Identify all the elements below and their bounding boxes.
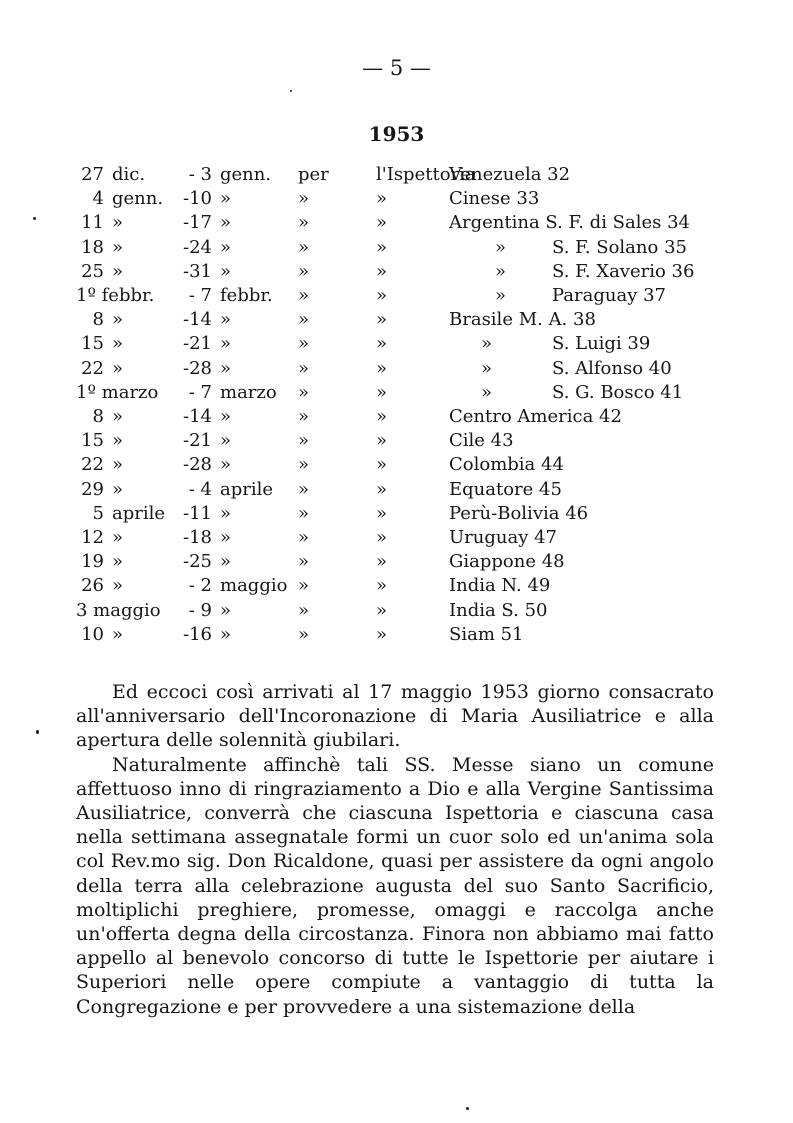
ispettoria-name: Siam 51 [449,624,524,645]
paragraph-2: Naturalmente affinchè tali SS. Messe siano un comune affettuoso inno di ringraziamento a Dio e alla Vergine Santissima Ausiliatrice, converrà che ciascuna Ispettoria e ciascuna casa nella settimana assegnatale formi un cuor solo ed un'anima sola col Rev.mo sig. Don Ricaldone, quasi per assistere da ogni angolo della terra alla celebrazione augusta del suo Santo Sacrificio, moltiplichi preghiere, promesse, omaggi e raccolga anche un'offerta degna della circostanza. Finora non abbiamo mai fatto appello al benevolo concorso di tutte le Ispettorie per aiutare i Superiori nelle opere compiute a vantaggio di tutta la Congregazione e per provvedere a una sistemazione della [76,753,714,1018]
from-month: » [112,479,124,500]
from-day: 1º febbr. [76,285,155,306]
from-day: 27 [81,164,104,185]
scan-speck [290,90,292,92]
to-day: -17 [183,212,212,233]
ispettoria-label: l'Ispettoria [376,164,476,185]
ispettoria-label: » [376,382,388,403]
from-day: 22 [81,454,104,475]
per-label: » [298,237,310,258]
to-month: » [220,430,232,451]
from-month: » [112,333,124,354]
schedule-row [0,454,793,478]
from-month: » [112,237,124,258]
schedule-row [0,551,793,575]
from-day: 12 [81,527,104,548]
to-month: aprile [220,479,274,500]
schedule-row [0,285,793,309]
from-day: 3 maggio [76,600,161,621]
ispettoria-name: Giappone 48 [449,551,565,572]
schedule-row [0,382,793,406]
per-label: » [298,261,310,282]
from-month: » [112,430,124,451]
from-day: 26 [81,575,104,596]
ispettoria-name: Equatore 45 [449,479,562,500]
from-month: » [112,309,124,330]
from-day: 11 [81,212,104,233]
per-label: » [298,551,310,572]
year-heading: 1953 [368,122,425,146]
per-label: » [298,527,310,548]
ispettoria-label: » [376,575,388,596]
schedule-row [0,237,793,261]
from-month: » [112,575,124,596]
sub-ispettoria-name: S. Luigi 39 [552,333,651,354]
schedule-row [0,164,793,188]
to-month: » [220,188,232,209]
per-label: » [298,575,310,596]
ispettoria-label: » [376,454,388,475]
schedule-row [0,430,793,454]
to-month: » [220,261,232,282]
to-day: -28 [183,358,212,379]
to-month: » [220,527,232,548]
scan-speck [33,217,36,220]
from-month: » [112,624,124,645]
sub-ispettoria-name: Paraguay 37 [552,285,667,306]
schedule-row [0,600,793,624]
to-month: » [220,358,232,379]
ispettoria-label: » [376,430,388,451]
to-day: -14 [183,406,212,427]
to-day: - 4 [188,479,212,500]
ditto-mark: » [495,261,507,282]
to-month: » [220,600,232,621]
ispettoria-label: » [376,503,388,524]
per-label: » [298,479,310,500]
schedule-row [0,575,793,599]
from-month: » [112,358,124,379]
ispettoria-label: » [376,333,388,354]
from-day: 22 [81,358,104,379]
ispettoria-label: » [376,527,388,548]
to-month: » [220,212,232,233]
ispettoria-name: India S. 50 [449,600,548,621]
ispettoria-name: Uruguay 47 [449,527,558,548]
scan-speck [36,730,39,734]
ispettoria-name: Cinese 33 [449,188,540,209]
to-month: » [220,237,232,258]
schedule-row [0,624,793,648]
to-month: » [220,503,232,524]
schedule-row [0,333,793,357]
from-month: aprile [112,503,166,524]
to-day: - 3 [188,164,212,185]
from-day: 15 [81,333,104,354]
from-month: dic. [112,164,146,185]
page-number: — 5 — [362,56,431,80]
to-day: -21 [183,430,212,451]
to-month: » [220,406,232,427]
ispettoria-name: Colombia 44 [449,454,564,475]
per-label: » [298,406,310,427]
per-label: » [298,382,310,403]
per-label: » [298,454,310,475]
to-month: maggio [220,575,288,596]
ispettoria-label: » [376,261,388,282]
ispettoria-label: » [376,600,388,621]
to-month: genn. [220,164,272,185]
per-label: » [298,503,310,524]
ispettoria-label: » [376,551,388,572]
from-month: genn. [112,188,164,209]
to-day: -11 [183,503,212,524]
per-label: » [298,430,310,451]
from-day: 29 [81,479,104,500]
ispettoria-name: Argentina S. F. di Sales 34 [449,212,691,233]
ispettoria-name: Venezuela 32 [449,164,571,185]
ispettoria-label: » [376,309,388,330]
sub-ispettoria-name: S. F. Xaverio 36 [552,261,695,282]
to-month: » [220,309,232,330]
from-day: 4 [92,188,104,209]
to-day: -14 [183,309,212,330]
schedule-row [0,503,793,527]
from-month: » [112,454,124,475]
from-month: » [112,406,124,427]
ditto-mark: » [495,237,507,258]
ispettoria-name: India N. 49 [449,575,551,596]
to-day: -16 [183,624,212,645]
per-label: » [298,600,310,621]
ispettoria-label: » [376,358,388,379]
per-label: » [298,358,310,379]
body-text [76,680,714,1019]
to-month: febbr. [220,285,273,306]
schedule-row [0,212,793,236]
to-day: - 9 [188,600,212,621]
to-day: -31 [183,261,212,282]
from-day: 25 [81,261,104,282]
ispettoria-name: Perù-Bolivia 46 [449,503,589,524]
from-day: 18 [81,237,104,258]
to-day: -24 [183,237,212,258]
per-label: per [298,164,329,185]
from-day: 15 [81,430,104,451]
ditto-mark: » [481,333,493,354]
to-day: -28 [183,454,212,475]
schedule-row [0,406,793,430]
schedule-row [0,261,793,285]
ispettoria-label: » [376,624,388,645]
from-day: 8 [92,309,104,330]
ditto-mark: » [481,358,493,379]
to-day: - 7 [188,382,212,403]
to-day: -18 [183,527,212,548]
to-month: » [220,454,232,475]
per-label: » [298,285,310,306]
from-day: 5 [92,503,104,524]
from-month: » [112,527,124,548]
sub-ispettoria-name: S. F. Solano 35 [552,237,687,258]
from-month: » [112,212,124,233]
from-day: 1º marzo [76,382,159,403]
ispettoria-label: » [376,212,388,233]
paragraph-1: Ed eccoci così arrivati al 17 maggio 1953 giorno consacrato all'anniversario dell'Incoronazione di Maria Ausiliatrice e alla apertura delle solennità giubilari. [76,681,714,752]
ispettoria-name: Centro America 42 [449,406,622,427]
to-day: - 2 [188,575,212,596]
ispettoria-label: » [376,479,388,500]
from-month: » [112,551,124,572]
schedule-row [0,479,793,503]
ispettoria-label: » [376,406,388,427]
from-month: » [112,261,124,282]
sub-ispettoria-name: S. G. Bosco 41 [552,382,684,403]
ditto-mark: » [481,382,493,403]
ispettoria-label: » [376,188,388,209]
per-label: » [298,188,310,209]
to-month: » [220,333,232,354]
per-label: » [298,333,310,354]
ispettoria-label: » [376,237,388,258]
from-day: 10 [81,624,104,645]
to-day: -21 [183,333,212,354]
from-day: 19 [81,551,104,572]
ispettoria-label: » [376,285,388,306]
per-label: » [298,309,310,330]
ispettoria-name: Brasile M. A. 38 [449,309,596,330]
to-day: - 7 [188,285,212,306]
sub-ispettoria-name: S. Alfonso 40 [552,358,672,379]
ispettoria-name: Cile 43 [449,430,514,451]
to-month: marzo [220,382,277,403]
schedule-row [0,358,793,382]
to-day: -25 [183,551,212,572]
to-month: » [220,551,232,572]
ditto-mark: » [495,285,507,306]
to-day: -10 [183,188,212,209]
schedule-row [0,309,793,333]
per-label: » [298,212,310,233]
per-label: » [298,624,310,645]
from-day: 8 [92,406,104,427]
schedule-row [0,188,793,212]
schedule-row [0,527,793,551]
to-month: » [220,624,232,645]
scan-speck [466,1107,469,1110]
